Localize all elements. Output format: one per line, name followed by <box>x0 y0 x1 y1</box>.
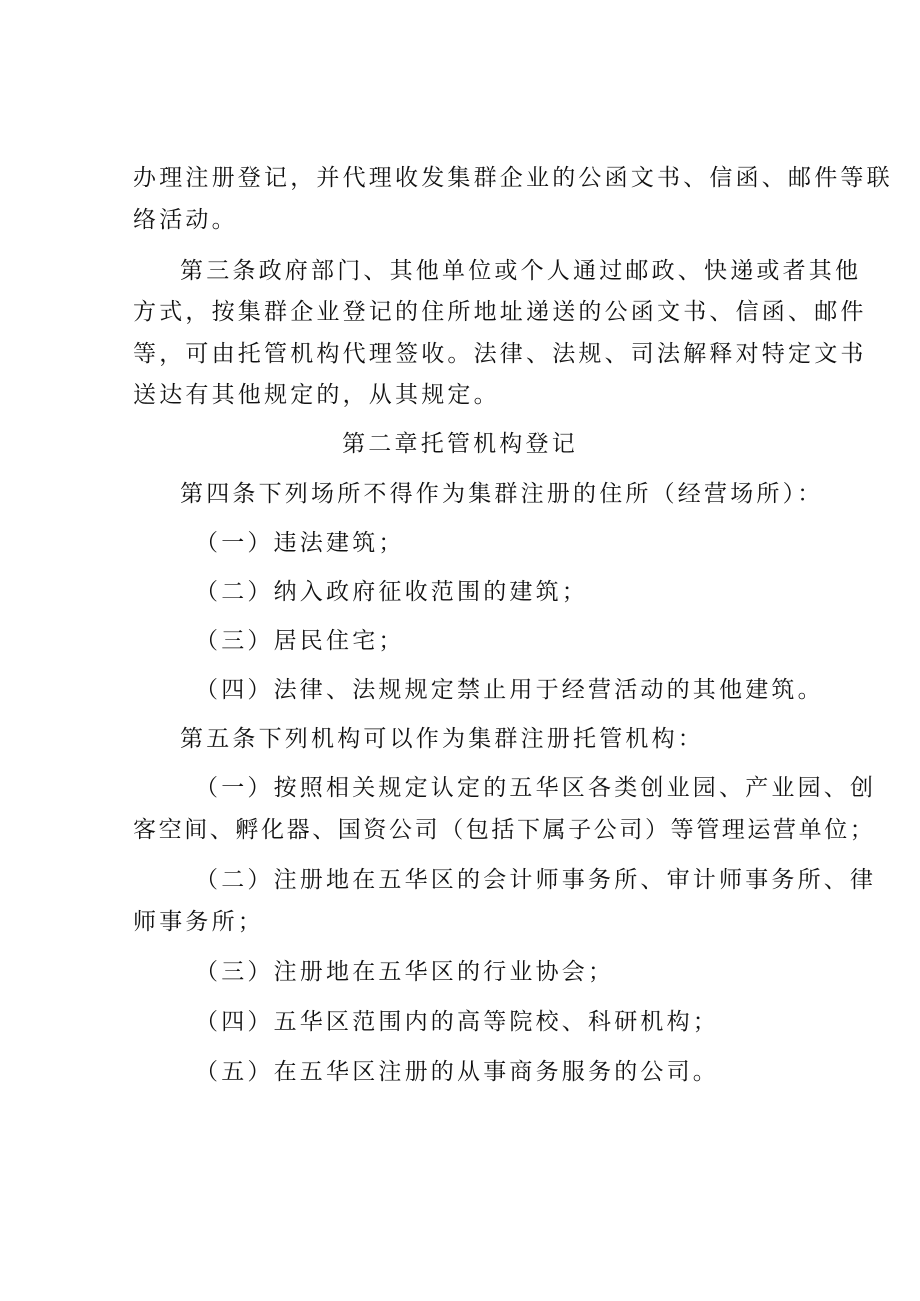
paragraph-line: 办理注册登记，并代理收发集群企业的公函文书、信函、邮件等联 <box>133 165 893 191</box>
paragraph-line: 等，可由托管机构代理签收。法律、法规、司法解释对特定文书 <box>133 341 867 367</box>
list-item: （四）五华区范围内的高等院校、科研机构； <box>195 1009 719 1035</box>
chapter-heading: 第二章托管机构登记 <box>342 431 578 457</box>
article-5-line: 第五条下列机构可以作为集群注册托管机构： <box>180 726 704 752</box>
paragraph-line: 送达有其他规定的，从其规定。 <box>133 382 500 408</box>
list-item: （五）在五华区注册的从事商务服务的公司。 <box>195 1059 719 1085</box>
list-item: （三）注册地在五华区的行业协会； <box>195 959 615 985</box>
list-item: （一）违法建筑； <box>195 530 405 556</box>
article-3-line: 第三条政府部门、其他单位或个人通过邮政、快递或者其他 <box>180 258 862 284</box>
list-item-continuation: 师事务所； <box>133 909 264 935</box>
list-item: （二）注册地在五华区的会计师事务所、审计师事务所、律 <box>195 867 877 893</box>
paragraph-line: 络活动。 <box>133 207 238 233</box>
paragraph-line: 方式，按集群企业登记的住所地址递送的公函文书、信函、邮件 <box>133 299 867 325</box>
list-item: （一）按照相关规定认定的五华区各类创业园、产业园、创 <box>195 775 877 801</box>
article-4-line: 第四条下列场所不得作为集群注册的住所（经营场所）： <box>180 481 824 507</box>
list-item-continuation: 客空间、孵化器、国资公司（包括下属子公司）等管理运营单位； <box>133 817 876 843</box>
list-item: （四）法律、法规规定禁止用于经营活动的其他建筑。 <box>195 677 824 703</box>
list-item: （二）纳入政府征收范围的建筑； <box>195 579 588 605</box>
list-item: （三）居民住宅； <box>195 628 405 654</box>
